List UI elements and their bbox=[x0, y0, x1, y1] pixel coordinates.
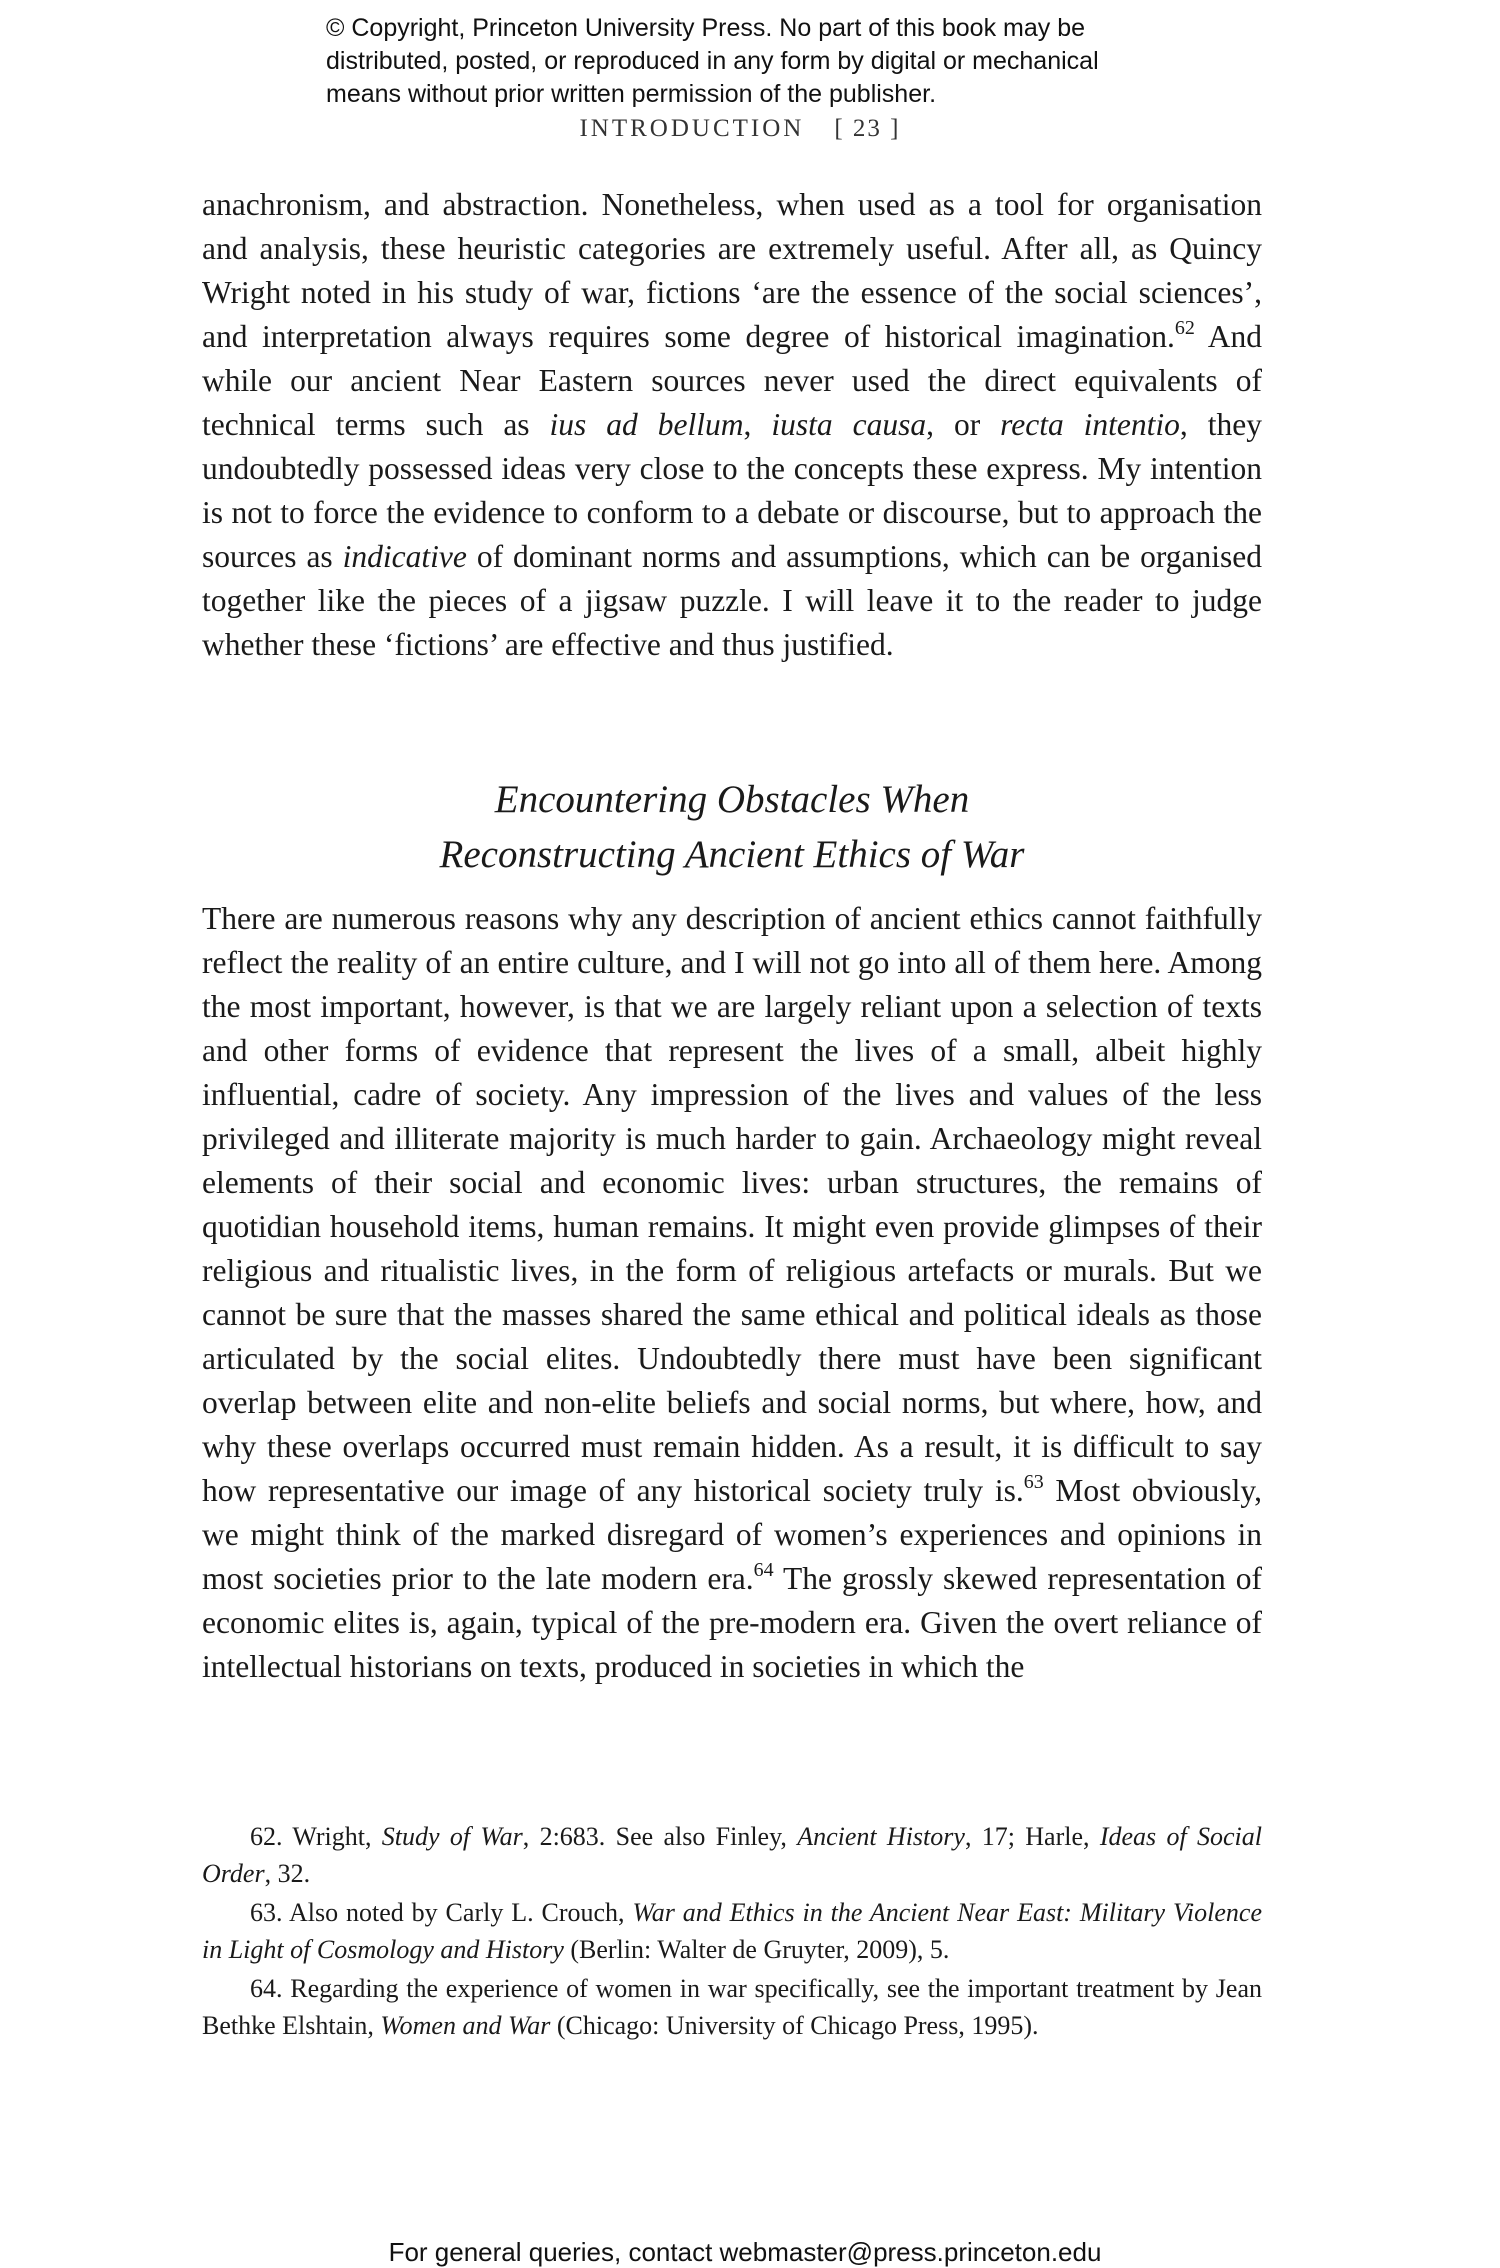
footnote-ref-64[interactable]: 64 bbox=[753, 1558, 774, 1581]
body-paragraph-2 bbox=[202, 897, 1262, 1689]
paragraph-text: of dominant norms and assumptions, which can be organised together like the pieces of a jigsaw puzzle. I will leave it to the reader to judge whether these ‘fictions’ are effective and thus justified. bbox=[202, 539, 1262, 662]
paragraph-text: , they undoubtedly possessed ideas very close to the concepts these express. My intention is not to force the evidence to conform to a debate or discourse, but to approach the sources as bbox=[202, 407, 1263, 574]
footnote-62 bbox=[202, 1818, 1262, 1892]
paragraph-text: The grossly skewed representation of economic elites is, again, typical of the pre-modern era. Given the overt reliance of intellectual historians on texts, produced in societies in which the bbox=[202, 1561, 1262, 1684]
citation-title: Study of War bbox=[381, 1822, 523, 1851]
footnote-63 bbox=[202, 1894, 1262, 1968]
latin-term: iusta causa bbox=[771, 407, 927, 442]
paragraph-text: anachronism, and abstraction. Nonetheless, when used as a tool for organisation and analysis, these heuristic categories are extremely useful. After all, as Quincy Wright noted in his study of war, fictions ‘are the essence of the social sciences’, and interpretation always requires some degree of historical imagination. bbox=[202, 187, 1262, 354]
citation-title: Ancient History bbox=[797, 1822, 965, 1851]
footnote-text: (Berlin: Walter de Gruyter, 2009), 5. bbox=[563, 1935, 950, 1964]
footnote-text: 63. Also noted by Carly L. Crouch, bbox=[250, 1898, 633, 1927]
paragraph-text: And while our ancient Near Eastern sources never used the direct equivalents of technical terms such as bbox=[202, 319, 1262, 442]
footnote-ref-62[interactable]: 62 bbox=[1174, 316, 1195, 339]
running-head-title: INTRODUCTION bbox=[579, 115, 805, 142]
section-heading bbox=[202, 772, 1262, 882]
latin-term: ius ad bellum bbox=[549, 407, 744, 442]
citation-title: Women and War bbox=[380, 2011, 551, 2040]
latin-term: recta intentio bbox=[1000, 407, 1180, 442]
footnotes bbox=[202, 1818, 1262, 2046]
paragraph-text: , or bbox=[926, 407, 1001, 442]
footnote-text: (Chicago: University of Chicago Press, 1995). bbox=[550, 2011, 1039, 2040]
paragraph-text: There are numerous reasons why any description of ancient ethics cannot faithfully reflect the reality of an entire culture, and I will not go into all of them here. Among the most important, however, is that we are largely reliant upon a selection of texts and other forms of evidence that represent the lives of a small, albeit highly influential, cadre of society. Any impression of the lives and values of the less privileged and illiterate majority is much harder to gain. Archaeology might reveal elements of their social and economic lives: urban structures, the remains of quotidian household items, human remains. It might even provide glimpses of their religious and ritualistic lives, in the form of religious artefacts or murals. But we cannot be sure that the masses shared the same ethical and political ideals as those articulated by the social elites. Undoubtedly there must have been significant overlap between elite and non-elite beliefs and social norms, but where, how, and why these overlaps occurred must remain hidden. As a result, it is difficult to say how representative our image of any historical society truly is. bbox=[202, 901, 1262, 1508]
emphasis: indicative bbox=[342, 539, 467, 574]
section-heading-line-1: Encountering Obstacles When bbox=[494, 778, 970, 821]
citation-title: War and Ethics in the Ancient Near East: Military Violence in Light of Cosmology and History bbox=[202, 1898, 1262, 1964]
footnote-text: , 2:683. See also Finley, bbox=[522, 1822, 798, 1851]
footnote-ref-63[interactable]: 63 bbox=[1023, 1470, 1044, 1493]
copyright-notice bbox=[326, 12, 1226, 111]
footnote-text: 62. Wright, bbox=[250, 1822, 382, 1851]
copyright-line-2: distributed, posted, or reproduced in any form by digital or mechanical bbox=[326, 47, 1099, 75]
section-heading-line-2: Reconstructing Ancient Ethics of War bbox=[439, 833, 1025, 876]
running-head bbox=[0, 115, 1480, 143]
citation-title: Ideas of Social Order bbox=[202, 1822, 1262, 1888]
copyright-line-3: means without prior written permission of the publisher. bbox=[326, 80, 937, 108]
paragraph-text: , bbox=[743, 407, 772, 442]
footnote-64 bbox=[202, 1970, 1262, 2044]
paragraph-text: Most obviously, we might think of the marked disregard of women’s experiences and opinions in most societies prior to the late modern era. bbox=[202, 1473, 1262, 1596]
footnote-text: , 32. bbox=[264, 1859, 311, 1888]
body-paragraph-1 bbox=[202, 183, 1262, 667]
page-number: [ 23 ] bbox=[834, 115, 901, 142]
footer-contact: For general queries, contact webmaster@press.princeton.edu bbox=[388, 2237, 1102, 2267]
footnote-text: , 17; Harle, bbox=[964, 1822, 1100, 1851]
copyright-line-1: © Copyright, Princeton University Press. No part of this book may be bbox=[326, 14, 1086, 42]
footnote-text: 64. Regarding the experience of women in war specifically, see the important treatment by Jean Bethke Elshtain, bbox=[202, 1974, 1262, 2040]
